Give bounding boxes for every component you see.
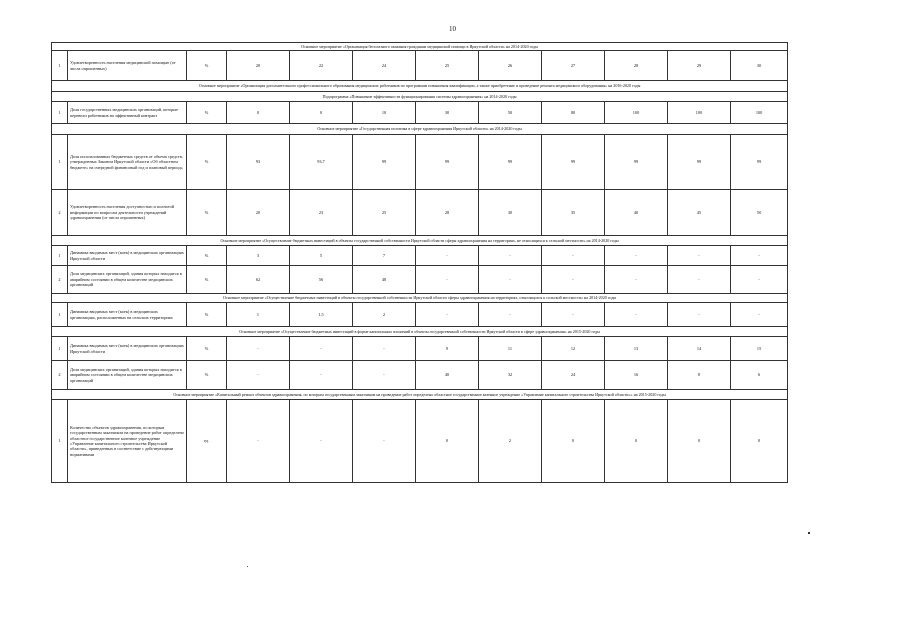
value-cell: - (731, 246, 788, 266)
unit-cell: % (187, 102, 227, 124)
value-cell: 22 (290, 51, 353, 81)
value-cell: 27 (542, 51, 605, 81)
unit-cell: % (187, 337, 227, 361)
value-cell: 28 (416, 190, 479, 236)
value-cell: 5 (290, 246, 353, 266)
value-cell: 0 (542, 400, 605, 483)
indicator-name: Удовлетворенность населения доступностью и полнотой информации по вопросам деятельности учреждений здравоохранения (от числа опрошенных) (68, 190, 187, 236)
row-number: 1 (52, 51, 68, 81)
row-number: 1 (52, 102, 68, 124)
value-cell: - (605, 303, 668, 327)
value-cell: 99 (353, 135, 416, 190)
value-cell: - (731, 303, 788, 327)
unit-cell: % (187, 190, 227, 236)
value-cell: 1,5 (290, 303, 353, 327)
section-header-row (52, 124, 788, 135)
value-cell: - (416, 266, 479, 294)
value-cell: 7 (353, 246, 416, 266)
value-cell: - (290, 400, 353, 483)
indicator-row (52, 135, 788, 190)
value-cell: 13 (605, 337, 668, 361)
value-cell: - (290, 337, 353, 361)
row-number: 1 (52, 135, 68, 190)
value-cell: 11 (479, 337, 542, 361)
value-cell: - (479, 246, 542, 266)
indicator-name: Доля медицинских организаций, здания которых находятся в аварийном состоянии в общем количестве медицинских организаций (68, 361, 187, 390)
indicators-table (51, 42, 788, 483)
value-cell: 20 (227, 190, 290, 236)
indicator-name: Доля государственных медицинских организаций, которые перевели работников на эффективный контракт (68, 102, 187, 124)
unit-cell: % (187, 246, 227, 266)
section-title: Основное мероприятие «Государственная политика в сфере здравоохранения Иркутской области» на 2014-2020 годы (52, 124, 788, 135)
value-cell: 99 (731, 135, 788, 190)
value-cell: 25 (416, 51, 479, 81)
value-cell: 6 (731, 361, 788, 390)
value-cell: - (416, 246, 479, 266)
value-cell: - (479, 266, 542, 294)
value-cell: 2 (479, 400, 542, 483)
scan-speck (247, 566, 248, 567)
table-body (52, 43, 788, 483)
value-cell: - (668, 246, 731, 266)
section-header-row (52, 294, 788, 303)
value-cell: 99 (416, 135, 479, 190)
value-cell: - (605, 266, 668, 294)
value-cell: 93 (227, 135, 290, 190)
unit-cell: % (187, 266, 227, 294)
value-cell: 56 (290, 266, 353, 294)
value-cell: - (290, 361, 353, 390)
value-cell: 32 (479, 361, 542, 390)
value-cell: - (353, 361, 416, 390)
value-cell: 40 (605, 190, 668, 236)
indicator-name: Количество объектов здравоохранения, по которым государственным заказчиком на проведение работ определено областное государственное казенное учреждение «Управление капитального строительства Иркутской области», приведенных в соответствие с действующими нормативами (68, 400, 187, 483)
value-cell: 3 (227, 246, 290, 266)
value-cell: 35 (542, 190, 605, 236)
indicator-row (52, 361, 788, 390)
value-cell: 29 (668, 51, 731, 81)
value-cell: 0 (731, 400, 788, 483)
section-header-row (52, 236, 788, 246)
value-cell: 50 (731, 190, 788, 236)
value-cell: 12 (542, 337, 605, 361)
value-cell: 99 (479, 135, 542, 190)
value-cell: 28 (605, 51, 668, 81)
value-cell: 100 (605, 102, 668, 124)
section-title: Основное мероприятие «Осуществление бюджетных инвестиций в объекты государственной собственности Иркутской области сферы здравоохранения на территориях, относящихся к сельской местности» на 2014-2020 годы (52, 294, 788, 303)
indicator-row (52, 337, 788, 361)
row-number: 2 (52, 190, 68, 236)
section-title: Основное мероприятие «Организация бесплатного оказания гражданам медицинской помощи в Иркутской области» на 2014-2020 годы (52, 43, 788, 51)
value-cell: 25 (353, 190, 416, 236)
section-title: Основное мероприятие «Капитальный ремонт объектов здравоохранения, по которым государственным заказчиком на проведение работ определено областное государственное казенное учреждение «Управление капитального строительства Иркутской области»» на 2015-2020 годы (52, 390, 788, 400)
value-cell: 30 (416, 102, 479, 124)
section-title: Подпрограмма «Повышение эффективности функционирования системы здравоохранения» на 2014-2020 годы (52, 92, 788, 102)
value-cell: - (416, 303, 479, 327)
row-number: 1 (52, 400, 68, 483)
value-cell: - (542, 246, 605, 266)
indicator-row (52, 246, 788, 266)
value-cell: 93,7 (290, 135, 353, 190)
indicator-row (52, 303, 788, 327)
value-cell: 99 (668, 135, 731, 190)
value-cell: 48 (353, 266, 416, 294)
value-cell: 26 (479, 51, 542, 81)
row-number: 1 (52, 303, 68, 327)
section-title: Основное мероприятие «Осуществление бюджетных инвестиций в объекты государственной собственности Иркутской области сферы здравоохранения на территориях, не относящихся к сельской местности» на 2014-2020 годы (52, 236, 788, 246)
row-number: 1 (52, 246, 68, 266)
value-cell: 30 (479, 190, 542, 236)
value-cell: 99 (542, 135, 605, 190)
indicator-row (52, 400, 788, 483)
value-cell: - (479, 303, 542, 327)
value-cell: 20 (227, 51, 290, 81)
indicator-row (52, 266, 788, 294)
value-cell: 0 (668, 400, 731, 483)
section-header-row (52, 81, 788, 92)
value-cell: 45 (668, 190, 731, 236)
section-header-row (52, 390, 788, 400)
value-cell: 30 (731, 51, 788, 81)
section-title: Основное мероприятие «Осуществление бюджетных инвестиций в форме капитальных вложений в объекты государственной собственности Иркутской области в сфере здравоохранения» на 2015-2020 годы (52, 327, 788, 337)
indicator-name: Доля медицинских организаций, здания которых находятся в аварийном состоянии в общем количестве медицинских организаций (68, 266, 187, 294)
row-number: 2 (52, 266, 68, 294)
value-cell: 80 (542, 102, 605, 124)
value-cell: - (542, 303, 605, 327)
indicator-name: Динамика вводимых мест (коек) в медицинских организациях Иркутской области (68, 337, 187, 361)
section-header-row (52, 327, 788, 337)
value-cell: 24 (542, 361, 605, 390)
unit-cell: % (187, 361, 227, 390)
value-cell: - (227, 361, 290, 390)
row-number: 1 (52, 337, 68, 361)
value-cell: - (227, 337, 290, 361)
indicator-row (52, 51, 788, 81)
value-cell: 100 (668, 102, 731, 124)
scan-speck (808, 532, 810, 534)
value-cell: - (605, 246, 668, 266)
value-cell: 50 (479, 102, 542, 124)
value-cell: 8 (668, 361, 731, 390)
indicator-name: Динамика вводимых мест (коек) в медицинских организациях Иркутской области (68, 246, 187, 266)
unit-cell: % (187, 135, 227, 190)
unit-cell: % (187, 303, 227, 327)
value-cell: 9 (416, 337, 479, 361)
indicator-name: Доля использованных бюджетных средств от объема средств, утвержденных Законом Иркутской области «Об областном бюджете» на очередной финансовый год и плановый период» (68, 135, 187, 190)
value-cell: 16 (605, 361, 668, 390)
value-cell: 24 (353, 51, 416, 81)
indicator-name: Удовлетворенность населения медицинской помощью (от числа опрошенных) (68, 51, 187, 81)
value-cell: 99 (605, 135, 668, 190)
section-header-row (52, 43, 788, 51)
row-number: 2 (52, 361, 68, 390)
value-cell: - (227, 400, 290, 483)
value-cell: 100 (731, 102, 788, 124)
value-cell: 10 (353, 102, 416, 124)
indicator-name: Динамика вводимых мест (коек) в медицинских организациях, расположенных на сельских территориях (68, 303, 187, 327)
value-cell: 0 (416, 400, 479, 483)
unit-cell: ед. (187, 400, 227, 483)
value-cell: - (353, 337, 416, 361)
indicator-row (52, 102, 788, 124)
value-cell: 1 (227, 303, 290, 327)
page-number: 10 (449, 25, 456, 33)
value-cell: 14 (668, 337, 731, 361)
value-cell: 2 (353, 303, 416, 327)
section-header-row (52, 92, 788, 102)
section-title: Основное мероприятие «Организация дополнительного профессионального образования медицинских работников по программам повышения квалификации, а также приобретение и проведение ремонта медицинского оборудования» на 2016-2020 годы (52, 81, 788, 92)
value-cell: 23 (290, 190, 353, 236)
value-cell: - (731, 266, 788, 294)
value-cell: - (668, 266, 731, 294)
value-cell: 0 (227, 102, 290, 124)
value-cell: - (542, 266, 605, 294)
unit-cell: % (187, 51, 227, 81)
value-cell: 15 (731, 337, 788, 361)
value-cell: 40 (416, 361, 479, 390)
value-cell: 0 (605, 400, 668, 483)
value-cell: - (353, 400, 416, 483)
indicator-row (52, 190, 788, 236)
value-cell: 62 (227, 266, 290, 294)
value-cell: 0 (290, 102, 353, 124)
value-cell: - (668, 303, 731, 327)
